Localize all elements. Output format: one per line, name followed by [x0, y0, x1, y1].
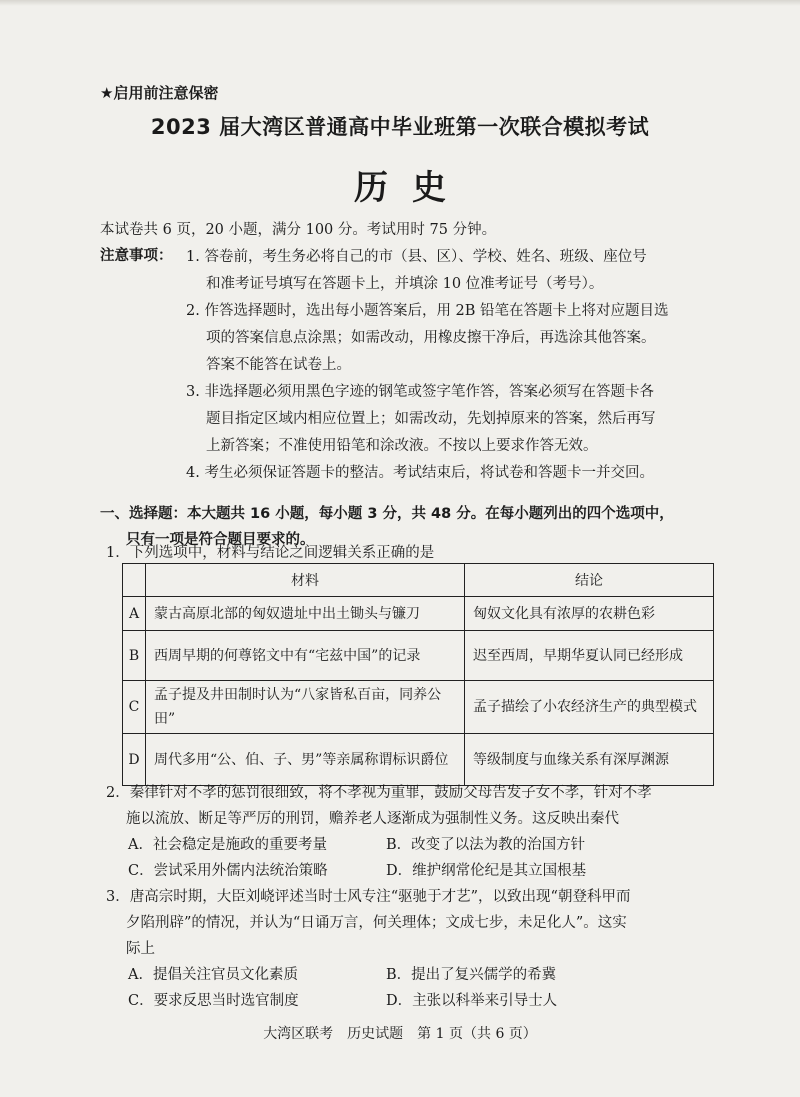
row-letter: B	[123, 631, 146, 681]
row-material: 蒙古高原北部的匈奴遗址中出土锄头与镰刀	[146, 597, 465, 631]
table-header-material: 材料	[146, 564, 465, 597]
note-line: 项的答案信息点涂黑；如需改动，用橡皮擦干净后，再选涂其他答案。	[206, 330, 656, 346]
row-material: 西周早期的何尊铭文中有“宅兹中国”的记录	[146, 631, 465, 681]
note-line: 答案不能答在试卷上。	[206, 357, 351, 373]
q1-stem: 1．下列选项中，材料与结论之间逻辑关系正确的是	[106, 545, 435, 561]
q2-stem: 2．秦律针对不孝的惩罚很细致，将不孝视为重罪，鼓励父母告发子女不孝，针对不孝	[106, 785, 652, 801]
row-material: 孟子提及井田制时认为“八家皆私百亩，同养公田”	[146, 681, 465, 734]
q2-option-d: D．维护纲常伦纪是其立国根基	[386, 863, 587, 879]
row-conclusion: 匈奴文化具有浓厚的农耕色彩	[465, 597, 714, 631]
q3-option-c: C．要求反思当时选官制度	[128, 993, 299, 1009]
note-line: 4. 考生必须保证答题卡的整洁。考试结束后，将试卷和答题卡一并交回。	[186, 465, 654, 481]
table-row	[123, 597, 714, 631]
scan-edge	[0, 0, 800, 6]
q3-stem-cont: 际上	[126, 941, 155, 957]
row-letter: C	[123, 681, 146, 734]
q3-stem: 3．唐高宗时期，大臣刘峣评述当时士风专注“驱驰于才艺”，以致出现“朝登科甲而	[106, 889, 631, 905]
section-heading: 一、选择题：本大题共 16 小题，每小题 3 分，共 48 分。在每小题列出的四个选项中，	[100, 506, 674, 522]
row-letter: D	[123, 734, 146, 786]
note-line: 题目指定区域内相应位置上；如需改动，先划掉原来的答案，然后再写	[206, 411, 656, 427]
row-conclusion: 孟子描绘了小农经济生产的典型模式	[465, 681, 714, 734]
note-line: 1. 答卷前，考生务必将自己的市（县、区）、学校、姓名、班级、座位号	[186, 249, 647, 265]
row-material: 周代多用“公、伯、子、男”等亲属称谓标识爵位	[146, 734, 465, 786]
note-line: 和准考证号填写在答题卡上，并填涂 10 位准考证号（考号）。	[206, 276, 604, 292]
q3-option-a: A．提倡关注官员文化素质	[128, 967, 298, 983]
confidential-notice: ★启用前注意保密	[100, 84, 219, 102]
notes-label: 注意事项：	[100, 247, 173, 264]
row-letter: A	[123, 597, 146, 631]
table-header-conclusion: 结论	[465, 564, 714, 597]
q2-option-c: C．尝试采用外儒内法统治策略	[128, 863, 328, 879]
table-header-row	[123, 564, 714, 597]
row-conclusion: 迟至西周，早期华夏认同已经形成	[465, 631, 714, 681]
table-row	[123, 681, 714, 734]
q2-option-a: A．社会稳定是施政的重要考量	[128, 837, 327, 853]
q3-stem-cont: 夕陷刑辟”的情况，并认为“日诵万言，何关理体；文成七步，未足化人”。这实	[126, 915, 627, 931]
exam-title: 2023 届大湾区普通高中毕业班第一次联合模拟考试	[150, 115, 650, 139]
table-header-blank	[123, 564, 146, 597]
section-heading-cont: 只有一项是符合题目要求的。	[126, 532, 315, 548]
note-line: 3. 非选择题必须用黑色字迹的钢笔或签字笔作答，答案必须写在答题卡各	[186, 384, 654, 400]
note-line: 上新答案；不准使用铅笔和涂改液。不按以上要求作答无效。	[206, 438, 598, 454]
q3-option-d: D．主张以科举来引导士人	[386, 993, 558, 1009]
note-line: 2. 作答选择题时，选出每小题答案后，用 2B 铅笔在答题卡上将对应题目选	[186, 303, 669, 319]
page-footer: 大湾区联考 历史试题 第 1 页（共 6 页）	[263, 1026, 537, 1042]
q1-table	[122, 563, 714, 786]
exam-intro: 本试卷共 6 页，20 小题，满分 100 分。考试用时 75 分钟。	[100, 222, 497, 238]
q3-option-b: B．提出了复兴儒学的希冀	[386, 967, 557, 983]
table-row	[123, 734, 714, 786]
q2-stem-cont: 施以流放、断足等严厉的刑罚，赡养老人逐渐成为强制性义务。这反映出秦代	[126, 811, 619, 827]
q2-option-b: B．改变了以法为教的治国方针	[386, 837, 586, 853]
row-conclusion: 等级制度与血缘关系有深厚渊源	[465, 734, 714, 786]
table-row	[123, 631, 714, 681]
subject-title: 历史	[354, 168, 470, 208]
